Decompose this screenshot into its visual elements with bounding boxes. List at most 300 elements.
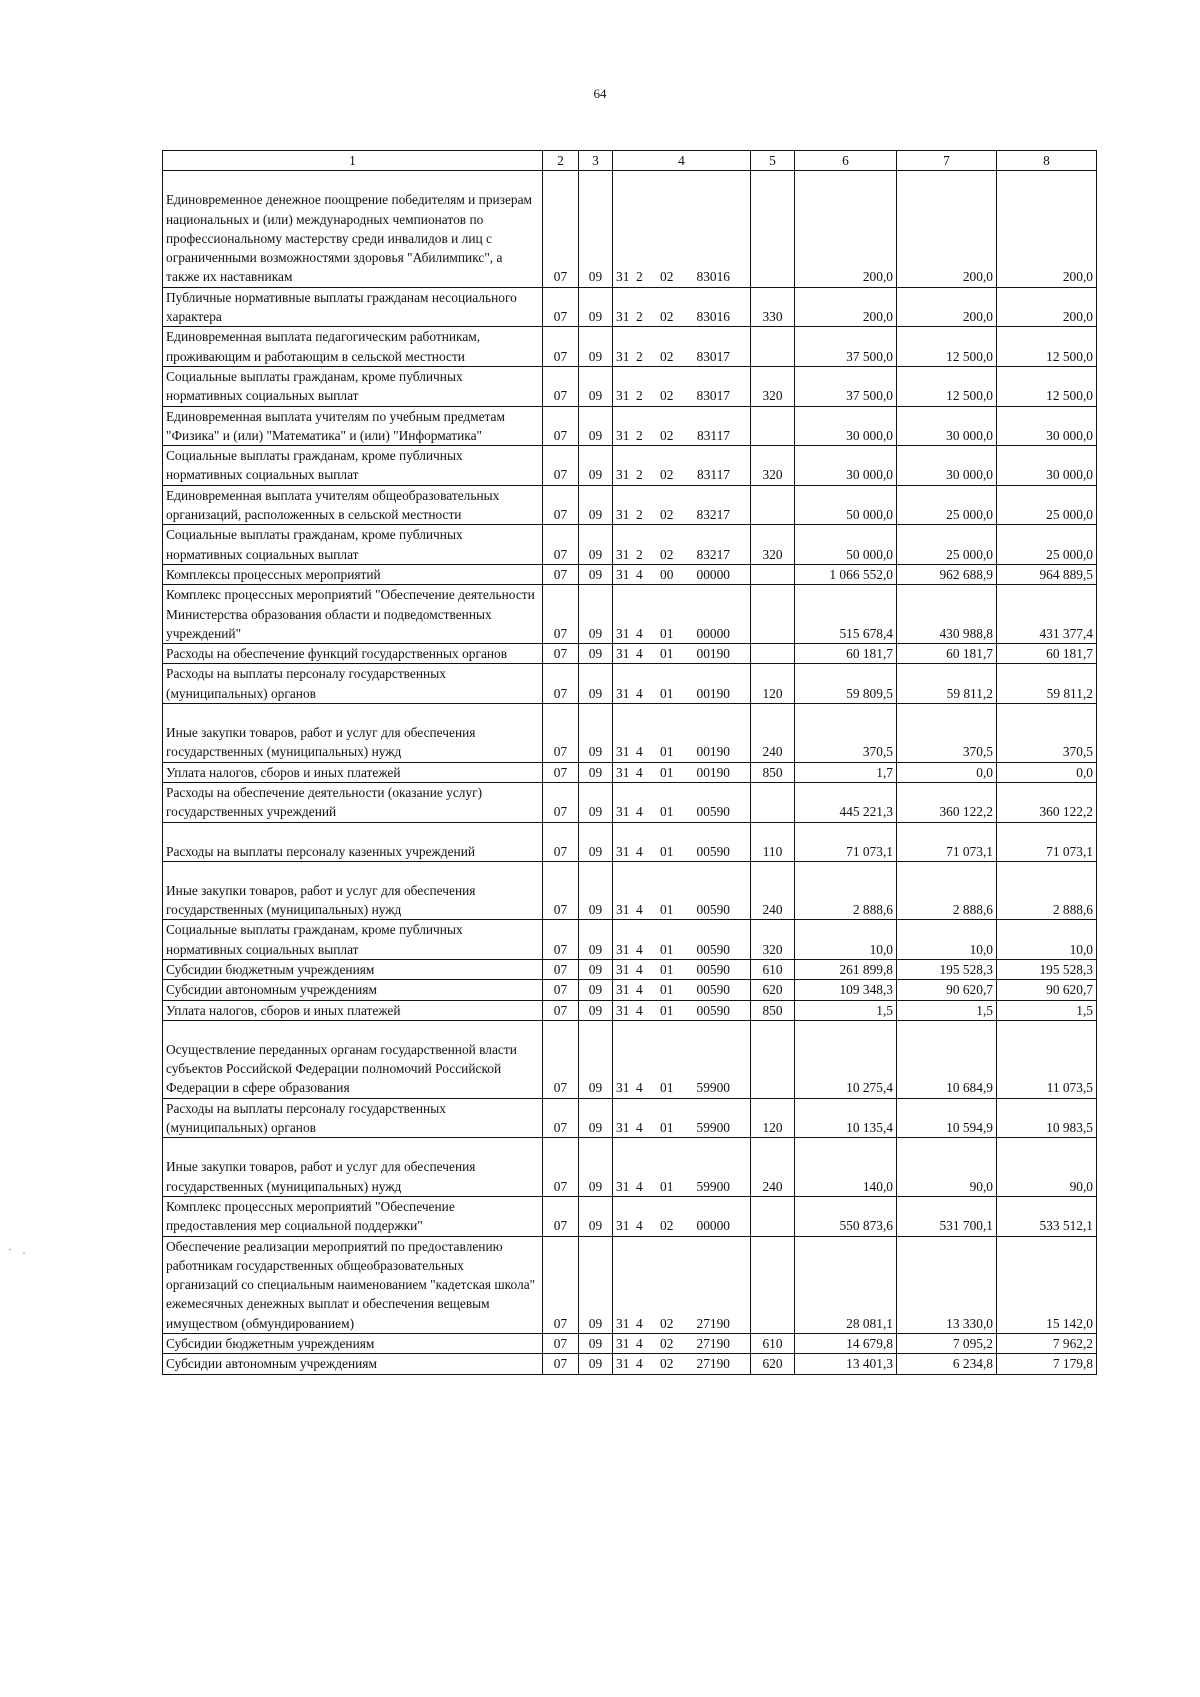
subsection-code: 09 xyxy=(579,1196,613,1236)
target-article-code xyxy=(613,1098,751,1138)
event-code: 01 xyxy=(660,804,674,820)
amount-col-6: 30 000,0 xyxy=(795,446,897,486)
program-code: 31 xyxy=(616,1356,630,1372)
expense-direction-code: 27190 xyxy=(696,1336,730,1352)
subprogram-type-code: 4 xyxy=(636,625,643,641)
amount-col-6: 1 066 552,0 xyxy=(795,564,897,584)
expense-type-code xyxy=(751,564,795,584)
amount-col-6: 13 401,3 xyxy=(795,1354,897,1374)
expense-type-code: 120 xyxy=(751,664,795,704)
row-name-cell xyxy=(163,980,543,1000)
row-name: Иные закупки товаров, работ и услуг для обеспечения государственных (муниципальных) нужд xyxy=(166,1159,476,1194)
program-code: 31 xyxy=(616,427,630,443)
target-article-code xyxy=(613,704,751,763)
row-name: Расходы на выплаты персоналу казенных учреждений xyxy=(166,843,476,859)
subprogram-type-code: 2 xyxy=(636,427,643,443)
row-name-cell xyxy=(163,920,543,960)
amount-col-6: 10,0 xyxy=(795,920,897,960)
table-row xyxy=(163,585,1097,644)
amount-col-8: 12 500,0 xyxy=(997,327,1097,367)
row-name-cell xyxy=(163,1020,543,1098)
header-cell: 1 xyxy=(163,151,543,171)
row-name: Единовременное денежное поощрение победителям и призерам национальных и (или) международных чемпионатов по профессиональному мастерству среди инвалидов и лиц с ограниченными возможностями здоровья "Абилимпикс", а также их наставникам xyxy=(166,192,533,285)
table-row xyxy=(163,704,1097,763)
target-article-code xyxy=(613,485,751,525)
event-code: 01 xyxy=(660,843,674,859)
amount-col-8: 195 528,3 xyxy=(997,959,1097,979)
amount-col-8: 10,0 xyxy=(997,920,1097,960)
expense-type-code: 110 xyxy=(751,822,795,861)
subprogram-type-code: 4 xyxy=(636,961,643,977)
section-code: 07 xyxy=(543,920,579,960)
event-code: 02 xyxy=(660,1218,674,1234)
section-code: 07 xyxy=(543,585,579,644)
expense-direction-code: 00590 xyxy=(696,804,730,820)
row-name-cell xyxy=(163,446,543,486)
section-code: 07 xyxy=(543,485,579,525)
section-code: 07 xyxy=(543,1138,579,1197)
row-name: Социальные выплаты гражданам, кроме публичных нормативных социальных выплат xyxy=(166,922,463,957)
subprogram-type-code: 4 xyxy=(636,764,643,780)
table-row xyxy=(163,861,1097,920)
event-code: 01 xyxy=(660,961,674,977)
subsection-code: 09 xyxy=(579,959,613,979)
event-code: 01 xyxy=(660,764,674,780)
target-article-code xyxy=(613,1354,751,1374)
target-article-code xyxy=(613,564,751,584)
row-name: Комплекс процессных мероприятий "Обеспечение предоставления мер социальной поддержки" xyxy=(166,1198,455,1234)
amount-col-6: 1,7 xyxy=(795,762,897,782)
row-spacer xyxy=(166,823,539,842)
subprogram-type-code: 2 xyxy=(636,309,643,325)
header-row xyxy=(163,151,1097,171)
target-article-code xyxy=(613,762,751,782)
expense-direction-code: 00590 xyxy=(696,982,730,998)
event-code: 01 xyxy=(660,685,674,701)
event-code: 01 xyxy=(660,982,674,998)
expense-direction-code: 00590 xyxy=(696,961,730,977)
row-name-cell xyxy=(163,1000,543,1020)
scan-speck: · xyxy=(22,1246,26,1260)
row-name: Уплата налогов, сборов и иных платежей xyxy=(166,1002,401,1018)
subprogram-type-code: 4 xyxy=(636,1178,643,1194)
row-name-cell xyxy=(163,664,543,704)
subprogram-type-code: 4 xyxy=(636,804,643,820)
row-name: Расходы на обеспечение функций государственных органов xyxy=(166,646,508,662)
subsection-code: 09 xyxy=(579,762,613,782)
event-code: 01 xyxy=(660,1080,674,1096)
header-cell: 6 xyxy=(795,151,897,171)
expense-direction-code: 00590 xyxy=(696,843,730,859)
event-code: 02 xyxy=(660,1315,674,1331)
amount-col-6: 37 500,0 xyxy=(795,327,897,367)
amount-col-6: 2 888,6 xyxy=(795,861,897,920)
subprogram-type-code: 4 xyxy=(636,1080,643,1096)
amount-col-6: 140,0 xyxy=(795,1138,897,1197)
expense-type-code: 610 xyxy=(751,1334,795,1354)
row-name-cell xyxy=(163,762,543,782)
program-code: 31 xyxy=(616,625,630,641)
program-code: 31 xyxy=(616,1178,630,1194)
subsection-code: 09 xyxy=(579,980,613,1000)
table-row xyxy=(163,1196,1097,1236)
subprogram-type-code: 4 xyxy=(636,1356,643,1372)
amount-col-8: 2 888,6 xyxy=(997,861,1097,920)
subprogram-type-code: 2 xyxy=(636,507,643,523)
amount-col-6: 515 678,4 xyxy=(795,585,897,644)
program-code: 31 xyxy=(616,961,630,977)
table-row xyxy=(163,171,1097,287)
amount-col-7: 370,5 xyxy=(897,704,997,763)
expense-type-code: 850 xyxy=(751,762,795,782)
table-row xyxy=(163,1236,1097,1333)
program-code: 31 xyxy=(616,646,630,662)
target-article-code xyxy=(613,327,751,367)
target-article-code xyxy=(613,1334,751,1354)
row-name: Расходы на выплаты персоналу государственных (муниципальных) органов xyxy=(166,1100,446,1136)
row-name: Комплекс процессных мероприятий "Обеспечение деятельности Министерства образования области и подведомственных учреждений" xyxy=(166,587,535,641)
program-code: 31 xyxy=(616,467,630,483)
target-article-code xyxy=(613,1236,751,1333)
section-code: 07 xyxy=(543,446,579,486)
table-row xyxy=(163,762,1097,782)
amount-col-7: 7 095,2 xyxy=(897,1334,997,1354)
amount-col-7: 962 688,9 xyxy=(897,564,997,584)
row-name-cell xyxy=(163,1098,543,1138)
subsection-code: 09 xyxy=(579,1000,613,1020)
subprogram-type-code: 2 xyxy=(636,348,643,364)
expense-type-code: 320 xyxy=(751,446,795,486)
row-name: Субсидии бюджетным учреждениям xyxy=(166,1336,375,1352)
expense-type-code: 330 xyxy=(751,287,795,327)
subprogram-type-code: 4 xyxy=(636,646,643,662)
table-row xyxy=(163,980,1097,1000)
subsection-code: 09 xyxy=(579,861,613,920)
event-code: 00 xyxy=(660,566,674,582)
amount-col-8: 30 000,0 xyxy=(997,406,1097,446)
target-article-code xyxy=(613,287,751,327)
amount-col-6: 109 348,3 xyxy=(795,980,897,1000)
event-code: 01 xyxy=(660,646,674,662)
subsection-code: 09 xyxy=(579,327,613,367)
row-spacer xyxy=(166,1138,539,1157)
row-name-cell xyxy=(163,1354,543,1374)
expense-direction-code: 27190 xyxy=(696,1356,730,1372)
target-article-code xyxy=(613,1020,751,1098)
expense-direction-code: 00190 xyxy=(696,685,730,701)
event-code: 01 xyxy=(660,1120,674,1136)
subsection-code: 09 xyxy=(579,1354,613,1374)
subprogram-type-code: 4 xyxy=(636,1218,643,1234)
expense-type-code xyxy=(751,327,795,367)
table-row xyxy=(163,406,1097,446)
section-code: 07 xyxy=(543,1020,579,1098)
amount-col-8: 1,5 xyxy=(997,1000,1097,1020)
row-name: Субсидии автономным учреждениям xyxy=(166,982,377,998)
amount-col-7: 10 594,9 xyxy=(897,1098,997,1138)
section-code: 07 xyxy=(543,564,579,584)
event-code: 02 xyxy=(660,467,674,483)
row-name-cell xyxy=(163,1196,543,1236)
program-code: 31 xyxy=(616,309,630,325)
subprogram-type-code: 4 xyxy=(636,1336,643,1352)
subsection-code: 09 xyxy=(579,782,613,822)
row-name: Единовременная выплата педагогическим работникам, проживающим и работающим в сельской местности xyxy=(166,329,481,364)
event-code: 02 xyxy=(660,1336,674,1352)
row-name-cell xyxy=(163,585,543,644)
expense-direction-code: 00190 xyxy=(696,646,730,662)
expense-direction-code: 83217 xyxy=(696,507,730,523)
row-name-cell xyxy=(163,822,543,861)
row-spacer xyxy=(166,171,539,190)
amount-col-6: 370,5 xyxy=(795,704,897,763)
expense-type-code xyxy=(751,1020,795,1098)
expense-type-code: 120 xyxy=(751,1098,795,1138)
table-row xyxy=(163,1334,1097,1354)
row-spacer xyxy=(166,704,539,723)
row-name: Расходы на обеспечение деятельности (оказание услуг) государственных учреждений xyxy=(166,784,483,820)
header-cell: 3 xyxy=(579,151,613,171)
amount-col-8: 59 811,2 xyxy=(997,664,1097,704)
amount-col-8: 964 889,5 xyxy=(997,564,1097,584)
amount-col-6: 550 873,6 xyxy=(795,1196,897,1236)
expense-type-code xyxy=(751,406,795,446)
amount-col-7: 200,0 xyxy=(897,287,997,327)
expense-direction-code: 59900 xyxy=(696,1080,730,1096)
subsection-code: 09 xyxy=(579,644,613,664)
amount-col-6: 30 000,0 xyxy=(795,406,897,446)
amount-col-6: 50 000,0 xyxy=(795,525,897,565)
section-code: 07 xyxy=(543,822,579,861)
expense-type-code: 240 xyxy=(751,1138,795,1197)
section-code: 07 xyxy=(543,959,579,979)
event-code: 01 xyxy=(660,941,674,957)
expense-direction-code: 83117 xyxy=(697,467,730,483)
amount-col-7: 30 000,0 xyxy=(897,446,997,486)
amount-col-6: 10 275,4 xyxy=(795,1020,897,1098)
event-code: 02 xyxy=(660,388,674,404)
expense-type-code xyxy=(751,782,795,822)
amount-col-8: 25 000,0 xyxy=(997,525,1097,565)
target-article-code xyxy=(613,664,751,704)
expense-direction-code: 83016 xyxy=(696,309,730,325)
amount-col-8: 0,0 xyxy=(997,762,1097,782)
expense-type-code xyxy=(751,1236,795,1333)
amount-col-6: 28 081,1 xyxy=(795,1236,897,1333)
expense-direction-code: 00000 xyxy=(696,566,730,582)
section-code: 07 xyxy=(543,980,579,1000)
target-article-code xyxy=(613,959,751,979)
target-article-code xyxy=(613,525,751,565)
row-name-cell xyxy=(163,959,543,979)
program-code: 31 xyxy=(616,941,630,957)
row-name: Комплексы процессных мероприятий xyxy=(166,566,381,582)
row-name: Иные закупки товаров, работ и услуг для обеспечения государственных (муниципальных) нужд xyxy=(166,882,476,918)
table-row xyxy=(163,920,1097,960)
table-row xyxy=(163,366,1097,406)
subsection-code: 09 xyxy=(579,585,613,644)
subsection-code: 09 xyxy=(579,920,613,960)
subsection-code: 09 xyxy=(579,366,613,406)
row-name-cell xyxy=(163,564,543,584)
amount-col-8: 30 000,0 xyxy=(997,446,1097,486)
amount-col-8: 7 962,2 xyxy=(997,1334,1097,1354)
amount-col-7: 10 684,9 xyxy=(897,1020,997,1098)
row-name: Обеспечение реализации мероприятий по предоставлению работникам государственных общеобразовательных организаций со специальным наименованием "кадетская школа" ежемесячных денежных выплат и обеспечения вещевым имуществом (обмундированием) xyxy=(166,1238,536,1331)
row-name-cell xyxy=(163,1334,543,1354)
subsection-code: 09 xyxy=(579,704,613,763)
expense-direction-code: 83117 xyxy=(697,427,730,443)
table-row xyxy=(163,1020,1097,1098)
program-code: 31 xyxy=(616,1120,630,1136)
program-code: 31 xyxy=(616,764,630,780)
expense-direction-code: 59900 xyxy=(696,1120,730,1136)
header-cell: 7 xyxy=(897,151,997,171)
amount-col-7: 6 234,8 xyxy=(897,1354,997,1374)
row-name: Социальные выплаты гражданам, кроме публичных нормативных социальных выплат xyxy=(166,448,463,483)
amount-col-8: 533 512,1 xyxy=(997,1196,1097,1236)
subsection-code: 09 xyxy=(579,525,613,565)
section-code: 07 xyxy=(543,287,579,327)
amount-col-7: 2 888,6 xyxy=(897,861,997,920)
expense-type-code xyxy=(751,585,795,644)
expense-type-code xyxy=(751,485,795,525)
section-code: 07 xyxy=(543,1354,579,1374)
row-name: Социальные выплаты гражданам, кроме публичных нормативных социальных выплат xyxy=(166,527,463,562)
program-code: 31 xyxy=(616,269,630,285)
amount-col-8: 200,0 xyxy=(997,171,1097,287)
event-code: 02 xyxy=(660,348,674,364)
row-name-cell xyxy=(163,1236,543,1333)
scan-speck: · xyxy=(8,1242,12,1256)
header-cell: 4 xyxy=(613,151,751,171)
subsection-code: 09 xyxy=(579,446,613,486)
row-name-cell xyxy=(163,366,543,406)
section-code: 07 xyxy=(543,762,579,782)
amount-col-6: 14 679,8 xyxy=(795,1334,897,1354)
amount-col-6: 200,0 xyxy=(795,171,897,287)
target-article-code xyxy=(613,980,751,1000)
program-code: 31 xyxy=(616,348,630,364)
row-name-cell xyxy=(163,861,543,920)
event-code: 01 xyxy=(660,744,674,760)
event-code: 02 xyxy=(660,309,674,325)
subsection-code: 09 xyxy=(579,664,613,704)
row-name: Осуществление переданных органам государственной власти субъектов Российской Федерации полномочий Российской Федерации в сфере образования xyxy=(166,1041,517,1096)
section-code: 07 xyxy=(543,1236,579,1333)
row-name-cell xyxy=(163,171,543,287)
table-row xyxy=(163,644,1097,664)
subsection-code: 09 xyxy=(579,1020,613,1098)
expense-type-code xyxy=(751,1196,795,1236)
amount-col-7: 71 073,1 xyxy=(897,822,997,861)
event-code: 02 xyxy=(660,546,674,562)
section-code: 07 xyxy=(543,664,579,704)
table-row xyxy=(163,525,1097,565)
expense-type-code: 620 xyxy=(751,980,795,1000)
amount-col-8: 360 122,2 xyxy=(997,782,1097,822)
subprogram-type-code: 4 xyxy=(636,566,643,582)
amount-col-6: 1,5 xyxy=(795,1000,897,1020)
table-row xyxy=(163,822,1097,861)
row-spacer xyxy=(166,1021,539,1040)
amount-col-7: 531 700,1 xyxy=(897,1196,997,1236)
page-number: 64 xyxy=(593,86,607,101)
program-code: 31 xyxy=(616,546,630,562)
program-code: 31 xyxy=(616,1080,630,1096)
subprogram-type-code: 4 xyxy=(636,843,643,859)
program-code: 31 xyxy=(616,507,630,523)
section-code: 07 xyxy=(543,861,579,920)
program-code: 31 xyxy=(616,1218,630,1234)
target-article-code xyxy=(613,644,751,664)
target-article-code xyxy=(613,366,751,406)
program-code: 31 xyxy=(616,566,630,582)
program-code: 31 xyxy=(616,843,630,859)
table-row xyxy=(163,959,1097,979)
target-article-code xyxy=(613,822,751,861)
target-article-code xyxy=(613,1138,751,1197)
row-name-cell xyxy=(163,406,543,446)
amount-col-6: 59 809,5 xyxy=(795,664,897,704)
program-code: 31 xyxy=(616,1002,630,1018)
section-code: 07 xyxy=(543,525,579,565)
row-name: Публичные нормативные выплаты гражданам несоциального характера xyxy=(166,289,517,325)
subprogram-type-code: 2 xyxy=(636,388,643,404)
row-name: Уплата налогов, сборов и иных платежей xyxy=(166,764,401,780)
header-cell: 5 xyxy=(751,151,795,171)
row-name-cell xyxy=(163,485,543,525)
amount-col-7: 195 528,3 xyxy=(897,959,997,979)
row-spacer xyxy=(166,862,539,881)
expense-direction-code: 00590 xyxy=(696,1002,730,1018)
table-row xyxy=(163,1098,1097,1138)
subprogram-type-code: 2 xyxy=(636,269,643,285)
amount-col-7: 90,0 xyxy=(897,1138,997,1197)
event-code: 01 xyxy=(660,625,674,641)
table-row xyxy=(163,1000,1097,1020)
expense-type-code: 620 xyxy=(751,1354,795,1374)
amount-col-7: 25 000,0 xyxy=(897,485,997,525)
expense-direction-code: 00000 xyxy=(696,625,730,641)
program-code: 31 xyxy=(616,1315,630,1331)
subprogram-type-code: 4 xyxy=(636,685,643,701)
amount-col-8: 7 179,8 xyxy=(997,1354,1097,1374)
program-code: 31 xyxy=(616,1336,630,1352)
section-code: 07 xyxy=(543,327,579,367)
table-row xyxy=(163,564,1097,584)
event-code: 01 xyxy=(660,902,674,918)
amount-col-7: 1,5 xyxy=(897,1000,997,1020)
subsection-code: 09 xyxy=(579,822,613,861)
expense-type-code: 240 xyxy=(751,704,795,763)
row-name-cell xyxy=(163,525,543,565)
event-code: 02 xyxy=(660,427,674,443)
target-article-code xyxy=(613,861,751,920)
subprogram-type-code: 4 xyxy=(636,1002,643,1018)
expense-type-code: 610 xyxy=(751,959,795,979)
expense-type-code: 240 xyxy=(751,861,795,920)
amount-col-6: 71 073,1 xyxy=(795,822,897,861)
program-code: 31 xyxy=(616,685,630,701)
subprogram-type-code: 2 xyxy=(636,467,643,483)
table-row xyxy=(163,1138,1097,1197)
program-code: 31 xyxy=(616,388,630,404)
amount-col-8: 90,0 xyxy=(997,1138,1097,1197)
event-code: 02 xyxy=(660,1356,674,1372)
amount-col-8: 12 500,0 xyxy=(997,366,1097,406)
event-code: 01 xyxy=(660,1002,674,1018)
